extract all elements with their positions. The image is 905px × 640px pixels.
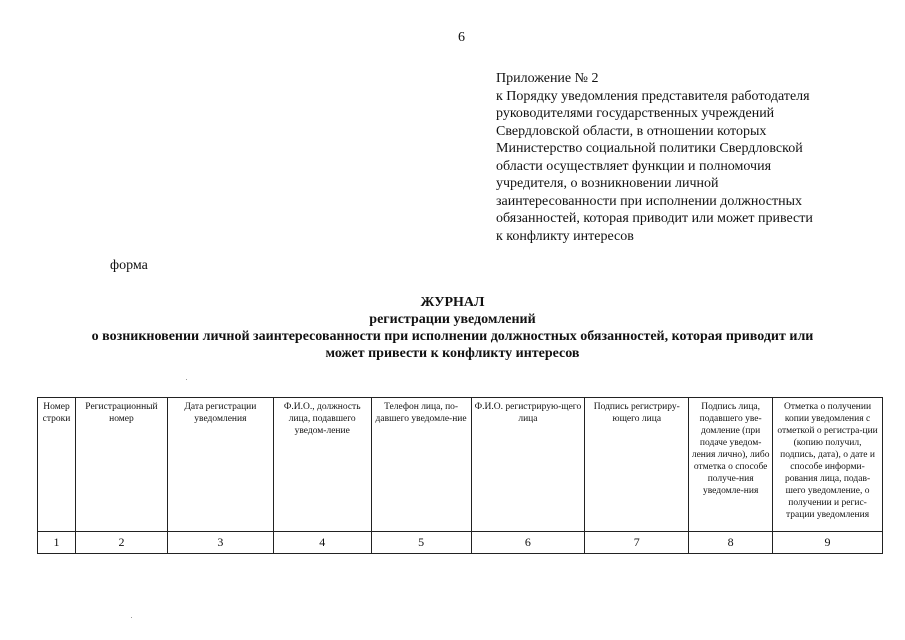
column-header: Дата регистрации уведомления (167, 398, 273, 532)
column-header: Отметка о получении копии уведомления с отметкой о регистра-ции (копию получил, подпись, дата), о дате и способе информи-рования лица, подав-шего уведомление, о получении и регис-трации уведомления (773, 398, 883, 532)
journal-title (0, 294, 905, 362)
column-header: Номер строки (38, 398, 76, 532)
appendix-line: Приложение № 2 (496, 71, 599, 86)
appendix-line: Свердловской области, в отношении которых (496, 123, 767, 139)
journal-title-line: регистрации уведомлений (369, 312, 536, 327)
appendix-line: руководителями государственных учреждений (496, 106, 775, 121)
appendix-line: обязанностей, которая приводит или может привести (496, 211, 813, 226)
column-header: Регистрационный номер (75, 398, 167, 532)
appendix-note (496, 70, 876, 245)
appendix-line: к Порядку уведомления представителя работодателя (496, 88, 810, 104)
scan-speck (186, 379, 187, 380)
column-number: 9 (773, 532, 883, 554)
column-number: 5 (371, 532, 471, 554)
appendix-line: Министерство социальной политики Свердловской (496, 141, 803, 156)
column-number: 7 (585, 532, 689, 554)
column-number: 8 (689, 532, 773, 554)
table-row (38, 532, 883, 554)
journal-title-line: может привести к конфликту интересов (325, 346, 580, 361)
appendix-line: к конфликту интересов (496, 228, 634, 244)
column-number: 3 (167, 532, 273, 554)
appendix-line: заинтересованности при исполнении должностных (496, 193, 802, 209)
table-header-row (38, 398, 883, 532)
form-label: форма (110, 258, 148, 273)
column-header: Подпись регистриру-ющего лица (585, 398, 689, 532)
column-number: 2 (75, 532, 167, 554)
column-number: 1 (38, 532, 76, 554)
column-header: Ф.И.О., должность лица, подавшего уведом-ление (273, 398, 371, 532)
column-header: Ф.И.О. регистрирую-щего лица (471, 398, 585, 532)
journal-title-line: ЖУРНАЛ (420, 295, 485, 310)
journal-title-line: о возникновении личной заинтересованности при исполнении должностных обязанностей, которая приводит или (91, 329, 814, 344)
column-number: 4 (273, 532, 371, 554)
column-number: 6 (471, 532, 585, 554)
column-header: Телефон лица, по-давшего уведомле-ние (371, 398, 471, 532)
journal-table (37, 397, 883, 554)
scan-speck (131, 617, 132, 618)
appendix-line: учредителя, о возникновении личной (496, 176, 719, 191)
column-header: Подпись лица, подавшего уве-домление (при подаче уведом-ления лично), либо отметка о способе получе-ния уведомле-ния (689, 398, 773, 532)
appendix-line: области осуществляет функции и полномочия (496, 158, 772, 174)
